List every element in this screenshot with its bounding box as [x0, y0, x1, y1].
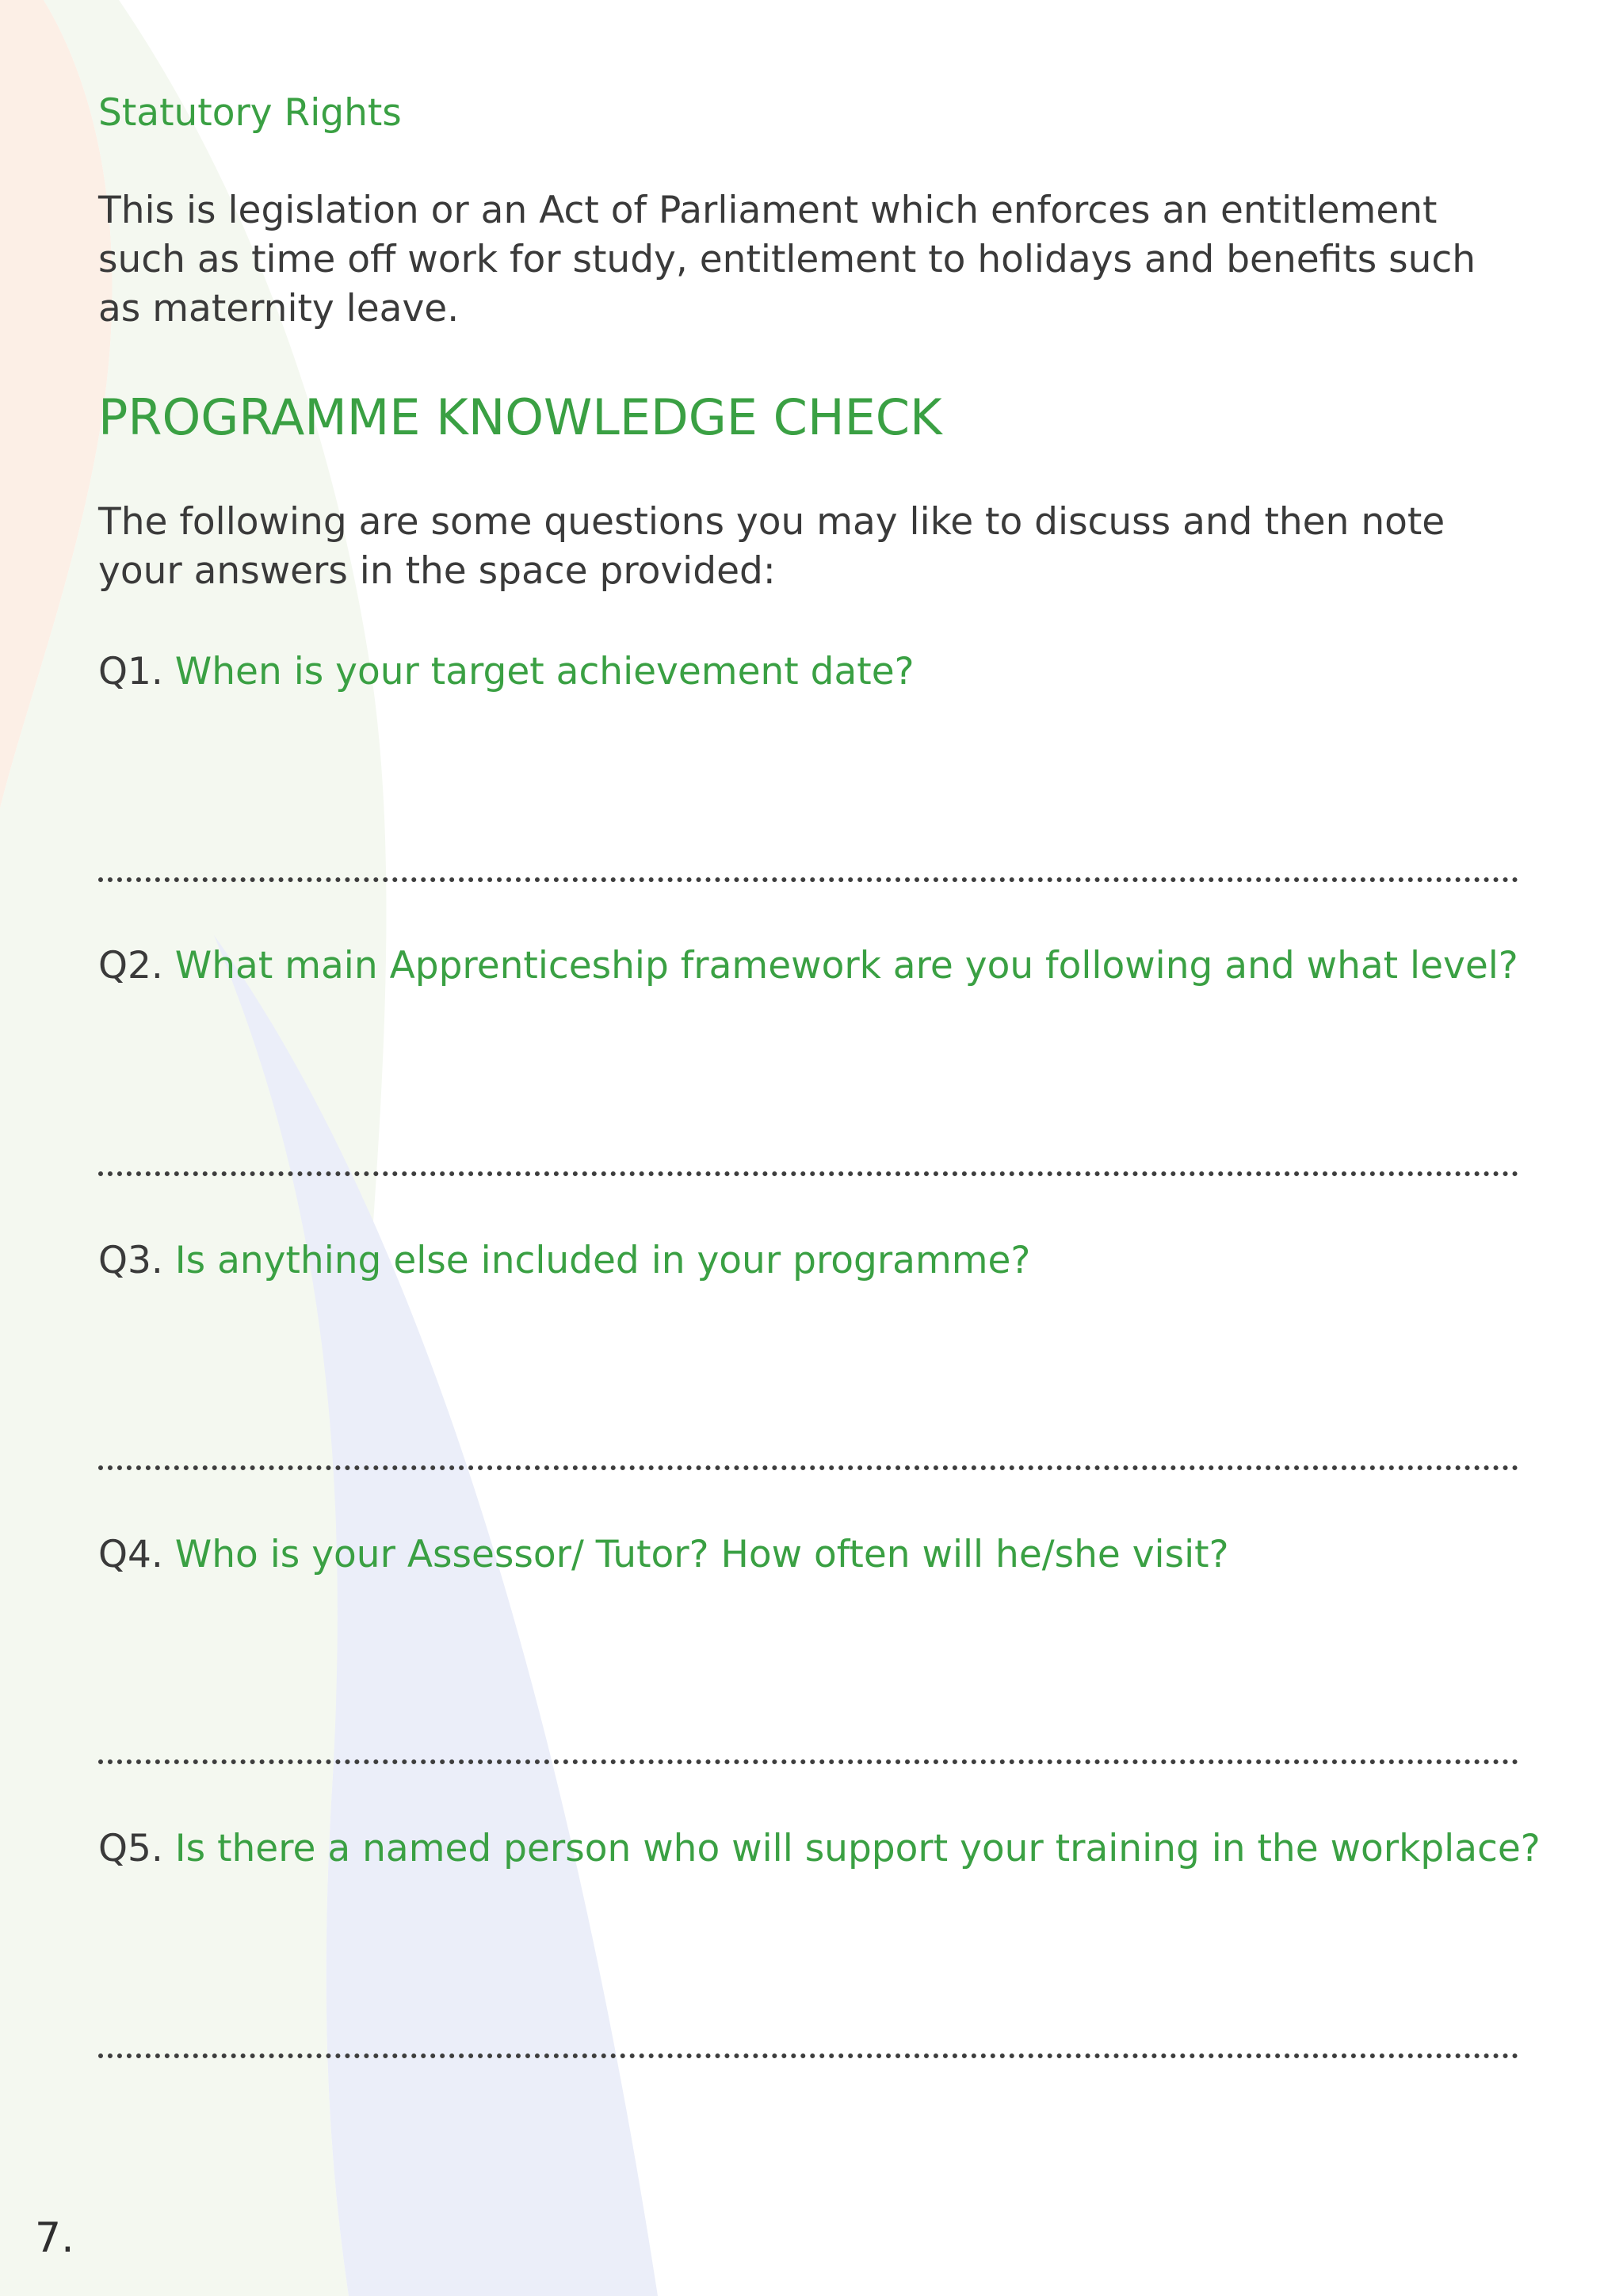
- question-5-text: Is there a named person who will support your training in the workplace?: [174, 1827, 1541, 1870]
- answer-line-1[interactable]: [98, 877, 1518, 882]
- question-2: [98, 942, 1518, 991]
- question-2-number: Q2.: [98, 944, 163, 988]
- question-4: [98, 1530, 1229, 1580]
- answer-line-3[interactable]: [98, 1465, 1518, 1470]
- answer-line-2[interactable]: [98, 1171, 1518, 1176]
- answer-line-5[interactable]: [98, 2053, 1518, 2058]
- question-4-number: Q4.: [98, 1533, 163, 1576]
- question-3: [98, 1236, 1030, 1286]
- question-5-number: Q5.: [98, 1827, 163, 1870]
- knowledge-check-heading: PROGRAMME KNOWLEDGE CHECK: [98, 388, 942, 446]
- statutory-rights-paragraph: This is legislation or an Act of Parliament which enforces an entitlement such as time off work for study, entitlement to holidays and benefits such as maternity leave.: [98, 189, 1476, 330]
- question-3-number: Q3.: [98, 1239, 163, 1282]
- knowledge-check-instructions: The following are some questions you may like to discuss and then note your answers in the space provided:: [98, 500, 1445, 593]
- question-4-text: Who is your Assessor/ Tutor? How often will he/she visit?: [174, 1533, 1229, 1576]
- answer-line-4[interactable]: [98, 1759, 1518, 1764]
- page-number: 7.: [35, 2214, 74, 2262]
- question-1-number: Q1.: [98, 650, 163, 693]
- question-2-text: What main Apprenticeship framework are you following and what level?: [174, 944, 1518, 988]
- question-1-text: When is your target achievement date?: [174, 650, 915, 693]
- question-1: [98, 648, 915, 697]
- question-5: [98, 1824, 1541, 1874]
- section-label-statutory-rights: Statutory Rights: [98, 91, 402, 135]
- question-3-text: Is anything else included in your programme?: [174, 1239, 1031, 1282]
